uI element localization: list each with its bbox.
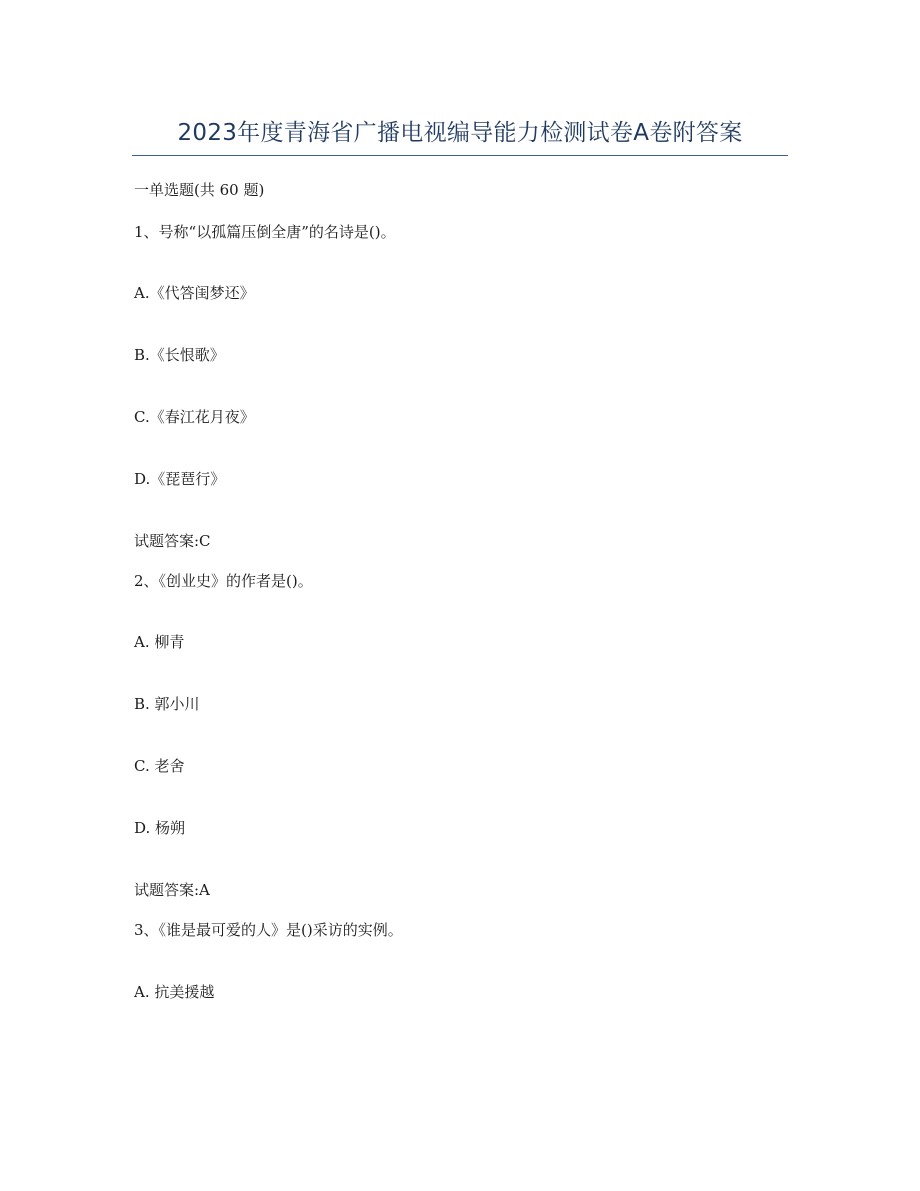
question-1-option-a: A.《代答闺梦还》 <box>134 284 255 302</box>
question-1-option-b: B.《长恨歌》 <box>134 346 225 364</box>
question-3-stem: 3、《谁是最可爱的人》是()采访的实例。 <box>134 921 403 939</box>
question-1-answer: 试题答案:C <box>134 532 211 550</box>
question-2-option-b: B. 郭小川 <box>134 695 200 713</box>
question-1-stem: 1、号称“以孤篇压倒全唐”的名诗是()。 <box>134 223 396 241</box>
title-underline <box>132 155 788 156</box>
question-2-stem: 2、《创业史》的作者是()。 <box>134 572 313 590</box>
question-3-option-a: A. 抗美援越 <box>134 983 215 1001</box>
question-1-option-d: D.《琵琶行》 <box>134 470 226 488</box>
section-heading: 一单选题(共 60 题) <box>134 181 265 199</box>
question-2-option-a: A. 柳青 <box>134 633 185 651</box>
question-2-answer: 试题答案:A <box>134 881 210 899</box>
document-title: 2023年度青海省广播电视编导能力检测试卷A卷附答案 <box>177 120 743 146</box>
question-2-option-d: D. 杨朔 <box>134 819 186 837</box>
question-2-option-c: C. 老舍 <box>134 757 185 775</box>
question-1-option-c: C.《春江花月夜》 <box>134 408 255 426</box>
